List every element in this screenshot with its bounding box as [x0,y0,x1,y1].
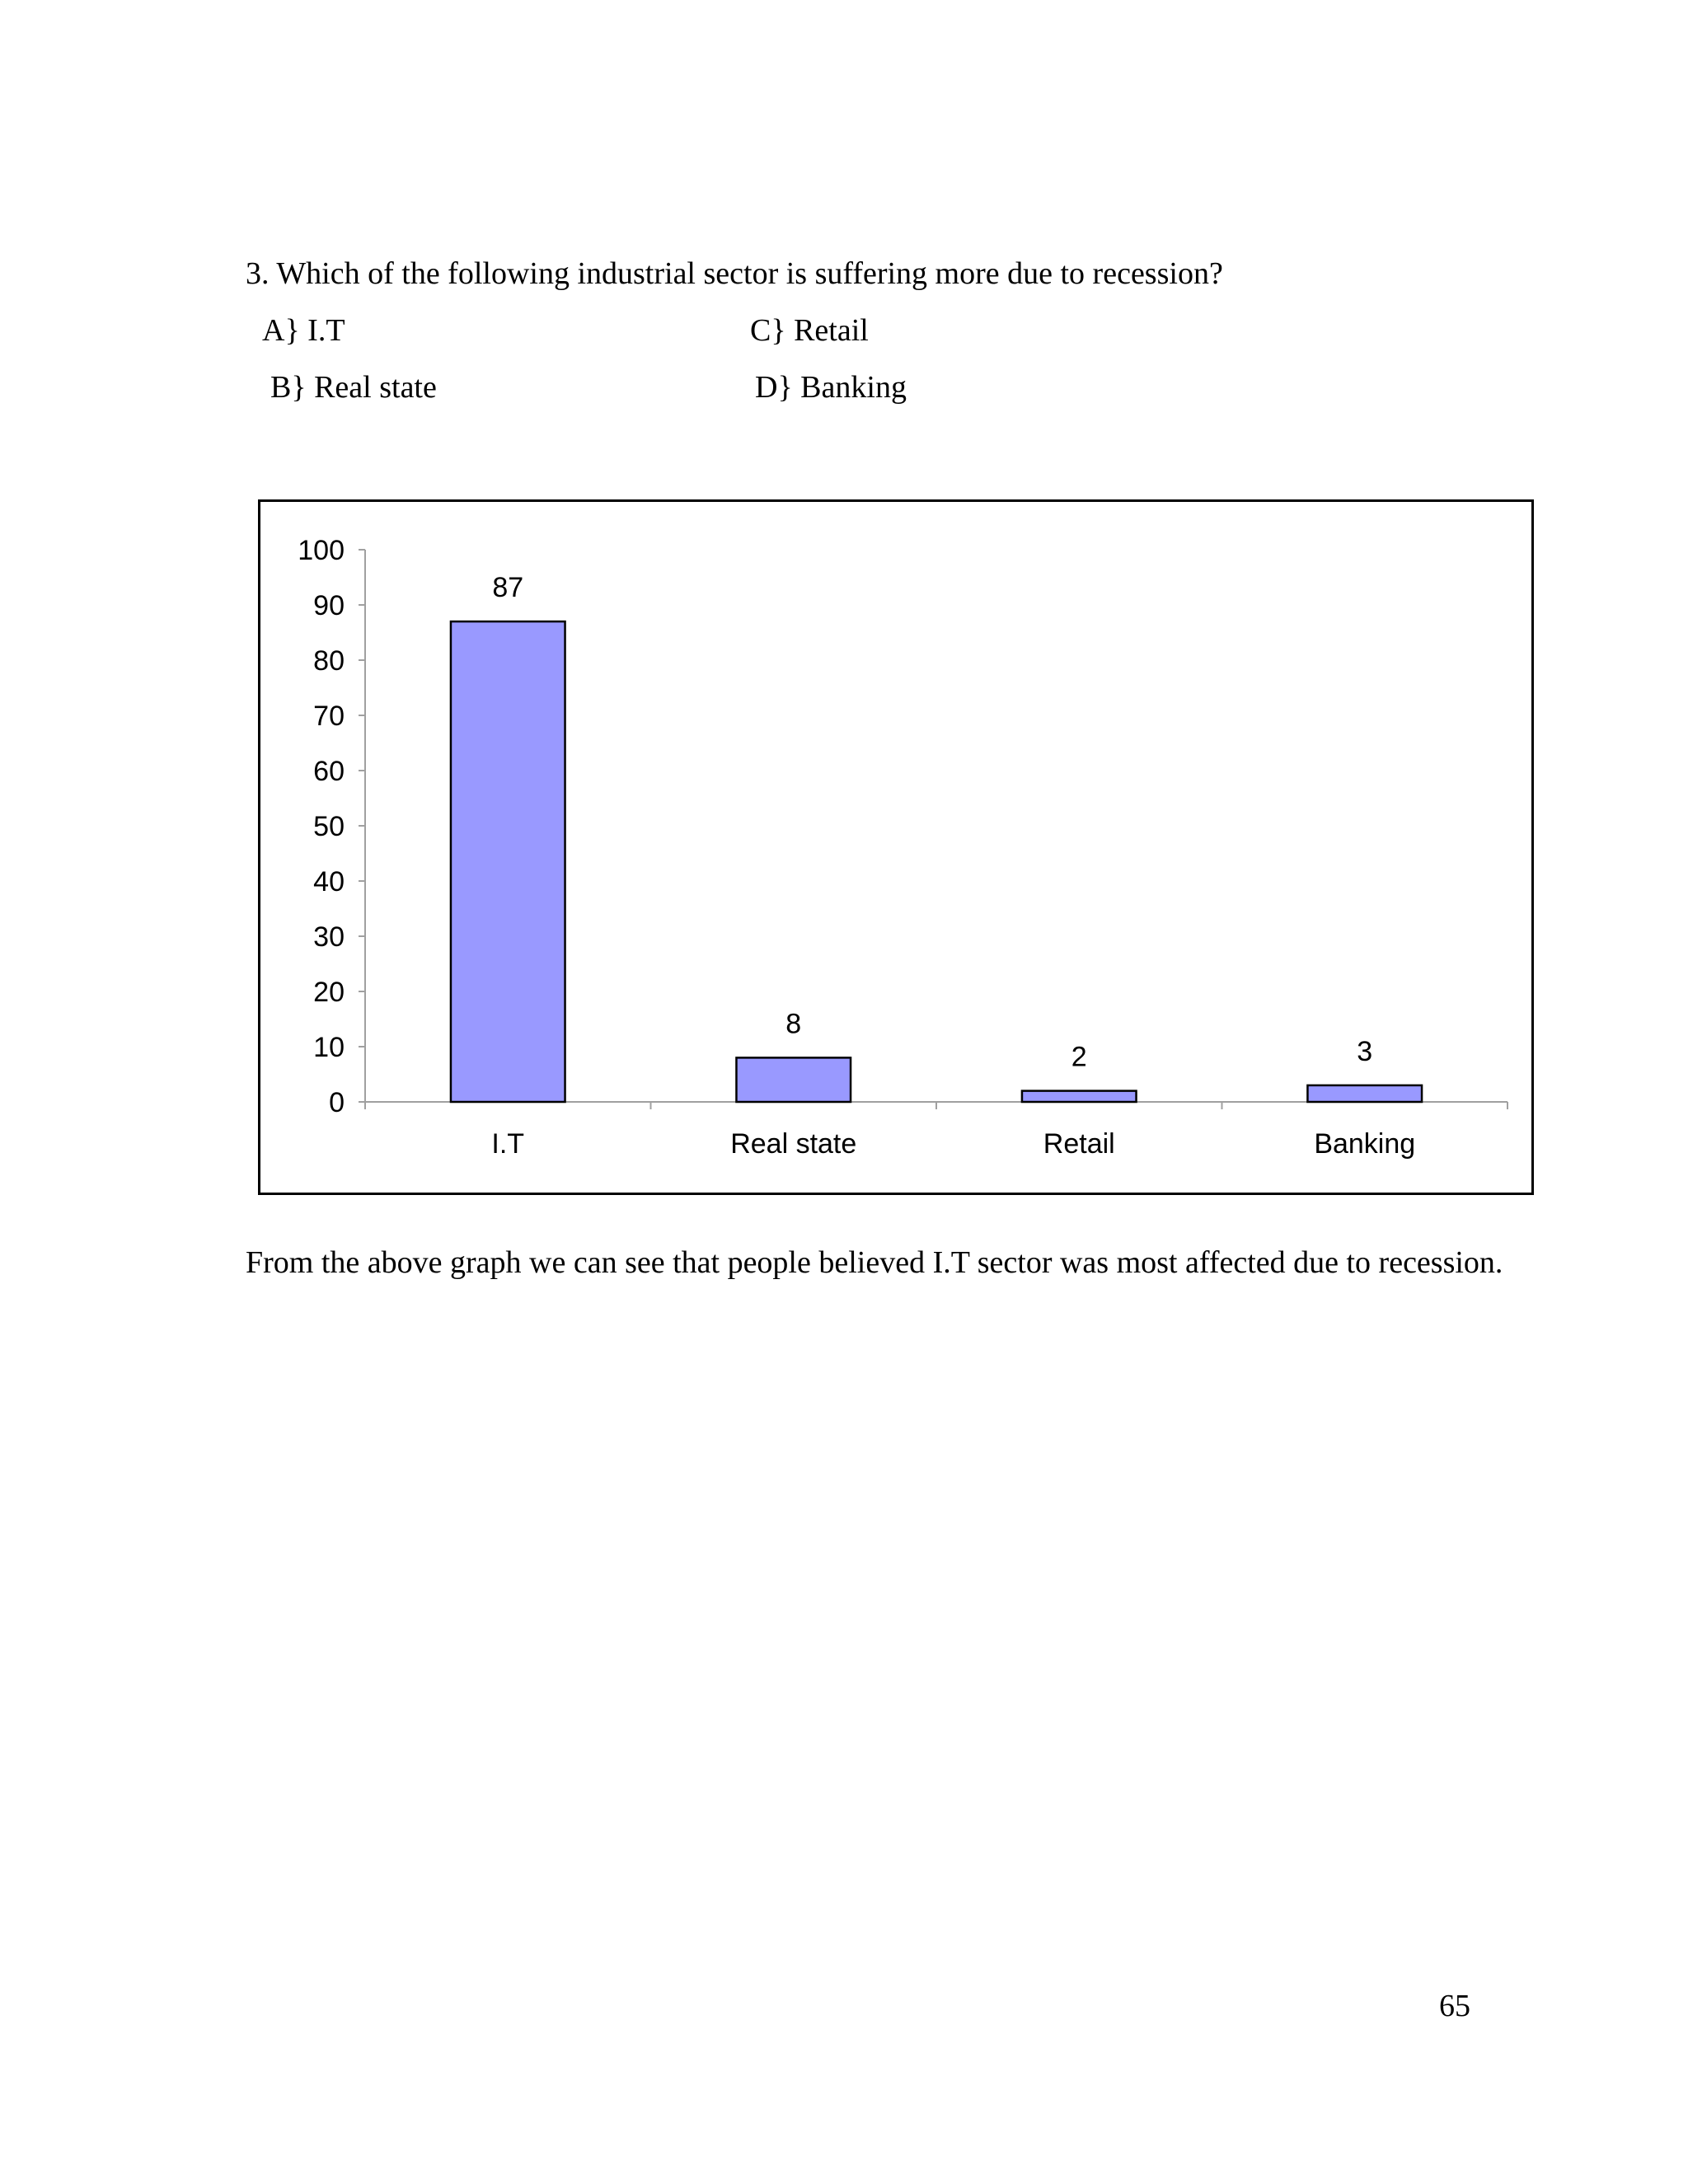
option-c: C} Retail [750,313,869,348]
page-number: 65 [1439,1989,1470,2023]
data-label: 87 [492,572,524,604]
y-tick-label: 50 [313,811,345,842]
option-d: D} Banking [755,370,907,405]
y-tick-label: 0 [329,1087,345,1118]
y-tick-label: 80 [313,645,345,677]
bar-chart [260,502,1531,1193]
x-tick-label: Banking [1314,1128,1416,1160]
chart-frame [258,499,1534,1195]
data-label: 3 [1357,1035,1373,1067]
data-label: 2 [1071,1041,1087,1073]
bar-i-t [451,621,565,1102]
x-tick-label: I.T [491,1128,525,1160]
y-tick-label: 70 [313,701,345,732]
y-tick-label: 40 [313,866,345,898]
y-tick-label: 20 [313,977,345,1008]
question-text: 3. Which of the following industrial sector is suffering more due to recession? [246,256,1223,291]
conclusion-paragraph: From the above graph we can see that people believed I.T sector was most affected due to recession. [246,1245,1503,1280]
x-tick-label: Real state [730,1128,857,1160]
bar-banking [1307,1085,1422,1102]
bar-retail [1022,1091,1137,1102]
option-b: B} Real state [270,370,437,405]
bar-real-state [736,1057,851,1102]
x-tick-label: Retail [1043,1128,1115,1160]
option-a: A} I.T [262,313,345,348]
y-tick-label: 100 [298,535,345,566]
y-tick-label: 90 [313,590,345,621]
y-tick-label: 30 [313,921,345,953]
y-tick-label: 10 [313,1032,345,1063]
y-tick-label: 60 [313,756,345,787]
data-label: 8 [785,1008,802,1040]
